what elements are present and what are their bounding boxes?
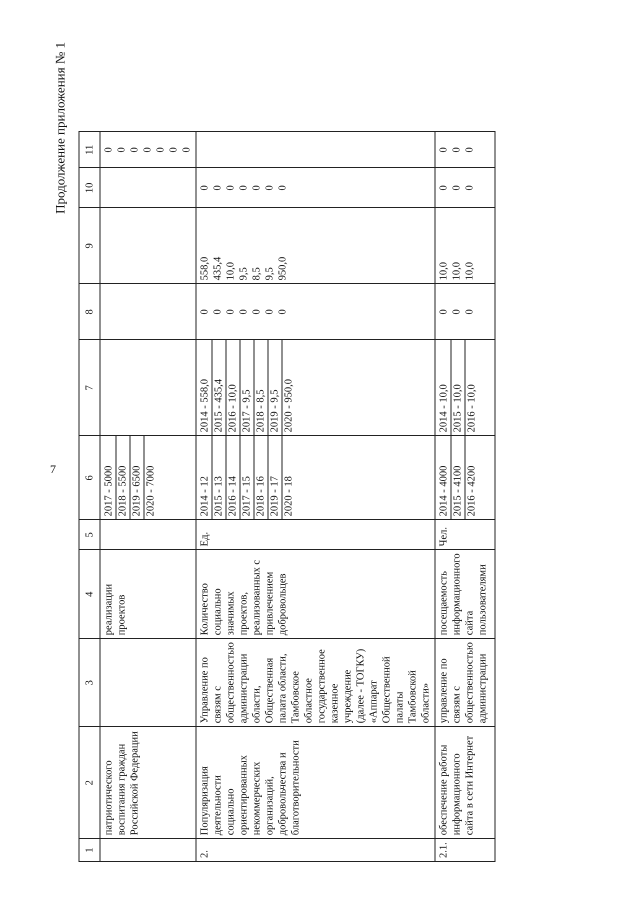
value: 0	[464, 147, 476, 153]
year-funding: 2014 - 10,0	[438, 384, 450, 433]
table-cell	[100, 520, 196, 550]
value: 0	[464, 309, 476, 315]
header-row	[79, 132, 100, 862]
value: 10,0	[438, 261, 450, 281]
table-row	[100, 132, 196, 862]
year-target: 2020 - 7000	[144, 436, 158, 519]
value: 0	[251, 309, 263, 315]
value: 0	[451, 147, 463, 153]
value: 0	[438, 147, 450, 153]
header-cell: 9	[79, 208, 100, 284]
year-target: 2015 - 4100	[451, 436, 465, 519]
year-funding: 2017 - 9,5	[240, 340, 254, 435]
value: 9,5	[264, 267, 276, 281]
year-target: 2018 - 5500	[116, 436, 130, 519]
table-cell	[100, 132, 196, 168]
header-cell: 6	[79, 436, 100, 520]
value: 950,0	[277, 256, 289, 281]
table-cell	[196, 168, 435, 208]
value: 0	[155, 147, 167, 153]
table-cell	[100, 436, 196, 520]
value: 435,4	[212, 256, 224, 281]
page-number: 7	[50, 462, 56, 476]
value: 0	[212, 185, 224, 191]
value: 8,5	[251, 267, 263, 281]
table-cell	[435, 340, 495, 436]
header-cell: 2	[79, 727, 100, 839]
year-target: 2015 - 13	[212, 436, 226, 519]
year-target: 2018 - 16	[254, 436, 268, 519]
header-cell: 8	[79, 284, 100, 340]
year-funding: 2018 - 8,5	[254, 340, 268, 435]
table-cell	[196, 340, 435, 436]
value: 10,0	[225, 261, 237, 281]
table-cell	[435, 168, 495, 208]
year-target: 2019 - 17	[268, 436, 282, 519]
year-target: 2014 - 4000	[438, 465, 450, 517]
value: 0	[438, 185, 450, 191]
value: 10,0	[451, 261, 463, 281]
value: 0	[199, 309, 211, 315]
table-cell: Количество социально значимых проектов, реализованных с привлечением добровольцев	[196, 550, 435, 639]
program-table	[79, 131, 496, 862]
table-cell	[100, 284, 196, 340]
value: 0	[212, 309, 224, 315]
value: 0	[238, 185, 250, 191]
table-cell: Управление по связям с общественностью администрации области, Общественная палата области, Тамбовское областное государственное казенное учреждение (далее - ТОГКУ) «Аппарат Общественной палаты Тамбовской области»	[196, 639, 435, 727]
table-cell	[100, 639, 196, 727]
table-cell: Чел.	[435, 520, 495, 550]
header-cell: 10	[79, 168, 100, 208]
header-cell: 4	[79, 550, 100, 639]
header-cell: 5	[79, 520, 100, 550]
value: 0	[199, 185, 211, 191]
table-cell	[196, 132, 435, 168]
table-cell: 2.1.	[435, 839, 495, 862]
year-funding: 2016 - 10,0	[465, 340, 479, 435]
value: 0	[264, 185, 276, 191]
table-cell	[196, 284, 435, 340]
value: 0	[451, 185, 463, 191]
value: 9,5	[238, 267, 250, 281]
table-cell	[196, 208, 435, 284]
year-funding: 2016 - 10,0	[226, 340, 240, 435]
value: 0	[142, 147, 154, 153]
year-funding: 2020 - 950,0	[282, 340, 296, 435]
table-cell: Ед.	[196, 520, 435, 550]
year-target: 2017 - 15	[240, 436, 254, 519]
table-cell	[100, 208, 196, 284]
table-cell: 2.	[196, 839, 435, 862]
year-funding: 2015 - 435,4	[212, 340, 226, 435]
table-cell: управление по связям с общественностью администрации	[435, 639, 495, 727]
header-cell: 11	[79, 132, 100, 168]
value: 10,0	[464, 261, 476, 281]
table-row	[435, 132, 495, 862]
value: 0	[181, 147, 193, 153]
table-row	[196, 132, 435, 862]
value: 0	[103, 147, 115, 153]
year-target: 2017 - 5000	[103, 465, 115, 517]
table-cell	[100, 839, 196, 862]
rotated-page	[53, 42, 588, 862]
year-funding: 2019 - 9,5	[268, 340, 282, 435]
table-cell: реализации проектов	[100, 550, 196, 639]
value: 558,0	[199, 256, 211, 281]
value: 0	[225, 309, 237, 315]
value: 0	[116, 147, 128, 153]
value: 0	[264, 309, 276, 315]
year-funding: 2014 - 558,0	[199, 378, 211, 433]
header-cell: 7	[79, 340, 100, 436]
table-cell: Популяризация деятельности социально ориентированных некоммерческих организаций, добровольчества и благотворительности	[196, 727, 435, 839]
year-target: 2020 - 18	[282, 436, 296, 519]
value: 0	[238, 309, 250, 315]
value: 0	[129, 147, 141, 153]
year-target: 2019 - 6500	[130, 436, 144, 519]
table-cell: обеспечение работы информационного сайта в сети Интернет	[435, 727, 495, 839]
table-cell: посещаемость информационного сайта пользователями	[435, 550, 495, 639]
year-target: 2016 - 4200	[465, 436, 479, 519]
value: 0	[277, 185, 289, 191]
value: 0	[438, 309, 450, 315]
value: 0	[225, 185, 237, 191]
value: 0	[251, 185, 263, 191]
header-cell: 3	[79, 639, 100, 727]
year-target: 2014 - 12	[199, 476, 211, 517]
value: 0	[451, 309, 463, 315]
year-target: 2016 - 14	[226, 436, 240, 519]
table-cell	[435, 436, 495, 520]
table-cell	[435, 284, 495, 340]
table-cell	[196, 436, 435, 520]
table-cell: патриотического воспитания граждан Российской Федерации	[100, 727, 196, 839]
value: 0	[464, 185, 476, 191]
header-cell: 1	[79, 839, 100, 862]
table-cell	[435, 132, 495, 168]
value: 0	[277, 309, 289, 315]
table-cell	[100, 340, 196, 436]
table-cell	[100, 168, 196, 208]
appendix-title: Продолжение приложения № 1	[52, 42, 68, 214]
table-cell	[435, 208, 495, 284]
year-funding: 2015 - 10,0	[451, 340, 465, 435]
value: 0	[168, 147, 180, 153]
